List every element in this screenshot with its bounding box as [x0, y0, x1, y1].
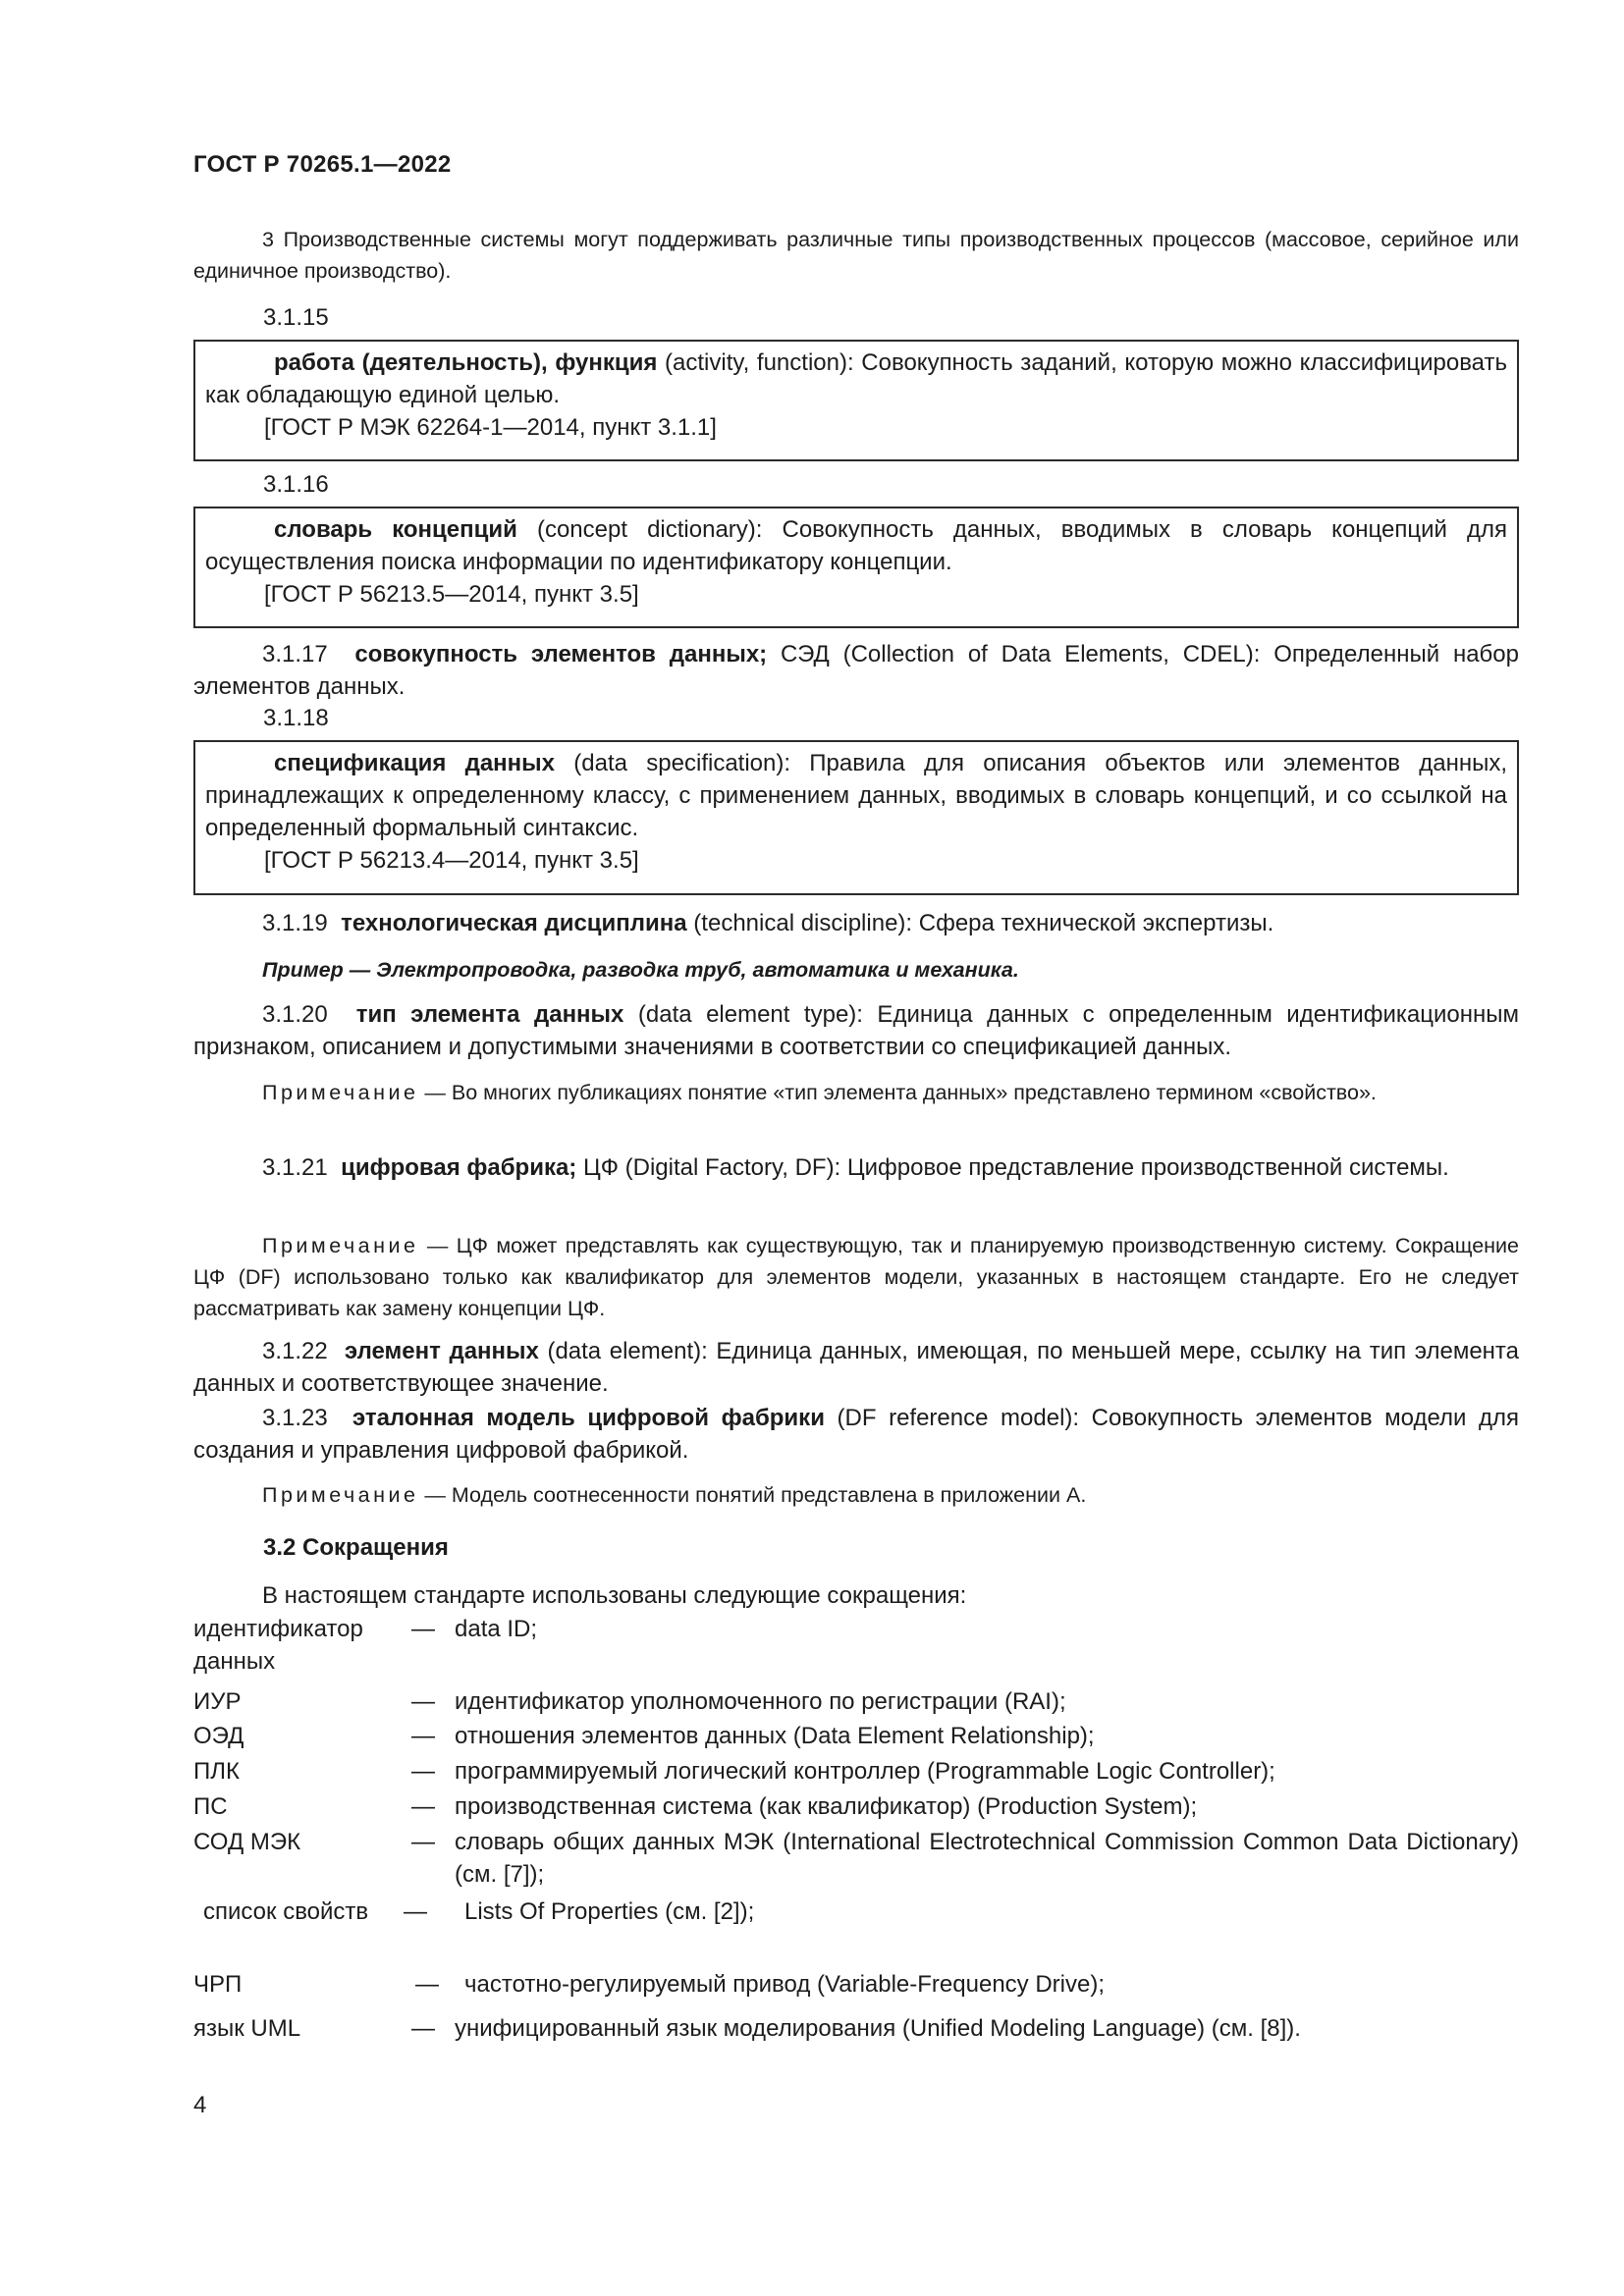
note-label: Примечание	[262, 1483, 419, 1507]
abbreviation-term: язык UML	[193, 2015, 301, 2042]
abbreviation-dash: —	[411, 1829, 435, 1855]
abbreviation-term: СОД МЭК	[193, 1829, 301, 1855]
term-3-1-22	[193, 1335, 1519, 1400]
intro-note: 3 Производственные системы могут поддерживать различные типы производственных процессов (массовое, серийное или единичное производство).	[193, 228, 1519, 283]
abbreviation-definition: идентификатор уполномоченного по регистрации (RAI);	[455, 1688, 1066, 1715]
clause-number: 3.1.19	[262, 910, 328, 936]
term-title: спецификация данных	[274, 750, 556, 776]
page-number: 4	[193, 2092, 207, 2118]
abbreviation-dash: —	[411, 1616, 435, 1642]
abbreviation-dash: —	[411, 1758, 435, 1785]
abbreviation-term: ОЭД	[193, 1723, 244, 1749]
term-title: цифровая фабрика;	[341, 1154, 577, 1181]
abbreviation-dash: —	[404, 1898, 427, 1925]
clause-number-3-1-16: 3.1.16	[263, 471, 329, 498]
term-text: (DF reference model): Совокупность элементов модели для создания и управления цифровой фабрикой.	[193, 1405, 1519, 1464]
note-text: — Во многих публикациях понятие «тип элемента данных» представлено термином «свойство».	[418, 1081, 1377, 1104]
abbreviation-dash: —	[411, 1793, 435, 1820]
abbreviation-dash: —	[411, 2015, 435, 2042]
abbreviation-definition: data ID;	[455, 1616, 538, 1642]
abbreviation-definition: унифицированный язык моделирования (Unified Modeling Language) (см. [8]).	[455, 2015, 1301, 2042]
term-reference: [ГОСТ Р 56213.5—2014, пункт 3.5]	[264, 581, 639, 608]
clause-number: 3.1.20	[262, 1001, 328, 1028]
term-definition	[205, 347, 1507, 411]
abbreviation-term: ПЛК	[193, 1758, 240, 1785]
note-3-1-20	[193, 1077, 1519, 1108]
term-title: технологическая дисциплина	[341, 910, 687, 936]
term-box-3-1-15	[193, 340, 1519, 461]
note-label: Примечание	[262, 1081, 419, 1104]
term-text: ЦФ (Digital Factory, DF): Цифровое представление производственной системы.	[576, 1154, 1449, 1181]
document-header-code: ГОСТ Р 70265.1—2022	[193, 151, 452, 178]
term-title: словарь концепций	[274, 516, 517, 543]
note-3-1-21	[193, 1230, 1519, 1324]
term-text: СЭД (Collection of Data Elements, CDEL): Определенный набор элементов данных.	[193, 641, 1519, 700]
example-3-1-19: Пример — Электропроводка, разводка труб, автоматика и механика.	[262, 958, 1019, 982]
term-title: элемент данных	[344, 1338, 539, 1364]
term-title: совокупность элементов данных;	[354, 641, 768, 667]
term-title: тип элемента данных	[355, 1001, 624, 1028]
term-3-1-17	[193, 638, 1519, 703]
note-3-1-23	[193, 1479, 1519, 1511]
term-definition	[205, 513, 1507, 578]
clause-number: 3.1.17	[262, 641, 328, 667]
note-text: — ЦФ может представлять как существующую, так и планируемую производственную систему. Сокращение ЦФ (DF) использовано только как квалификатор для элементов модели, указанных в настоящем стандарте. Его не следует рассматривать как замену концепции ЦФ.	[193, 1234, 1519, 1320]
section-title: 3.2 Сокращения	[263, 1534, 449, 1561]
clause-number-3-1-18: 3.1.18	[263, 705, 329, 731]
abbreviation-dash: —	[415, 1971, 439, 1998]
abbreviation-term: ЧРП	[193, 1971, 243, 1998]
term-text: (activity, function): Совокупность заданий, которую можно классифицировать как обладающую единой целью.	[205, 349, 1507, 408]
abbreviation-term: идентификатор данных	[193, 1616, 363, 1675]
abbreviation-definition: отношения элементов данных (Data Element Relationship);	[455, 1723, 1095, 1749]
abbreviation-definition: производственная система (как квалификатор) (Production System);	[455, 1793, 1198, 1820]
term-definition	[205, 747, 1507, 844]
abbreviation-dash: —	[411, 1688, 435, 1715]
term-text: (data element type): Единица данных с определенным идентификационным признаком, описанием и допустимыми значениями в соответствии со спецификацией данных.	[193, 1001, 1520, 1060]
clause-number: 3.1.21	[262, 1154, 328, 1181]
term-title: работа (деятельность), функция	[274, 349, 658, 376]
term-text: (technical discipline): Сфера технической экспертизы.	[686, 910, 1274, 936]
abbreviation-definition: Lists Of Properties (см. [2]);	[464, 1898, 755, 1925]
term-3-1-19	[193, 907, 1519, 939]
term-box-3-1-18	[193, 740, 1519, 895]
term-title: эталонная модель цифровой фабрики	[352, 1405, 825, 1431]
term-reference: [ГОСТ Р 56213.4—2014, пункт 3.5]	[264, 847, 639, 874]
section-intro: В настоящем стандарте использованы следующие сокращения:	[262, 1582, 967, 1609]
clause-number: 3.1.23	[262, 1405, 328, 1431]
abbreviation-term: ПС	[193, 1793, 228, 1820]
abbreviation-dash: —	[411, 1723, 435, 1749]
term-box-3-1-16	[193, 507, 1519, 628]
abbreviation-definition: словарь общих данных МЭК (International Electrotechnical Commission Common Data Dictionary) (см. [7]);	[455, 1829, 1519, 1888]
clause-number: 3.1.22	[262, 1338, 328, 1364]
term-reference: [ГОСТ Р МЭК 62264-1—2014, пункт 3.1.1]	[264, 414, 717, 441]
note-text: — Модель соотнесенности понятий представлена в приложении А.	[418, 1483, 1087, 1507]
term-3-1-23	[193, 1402, 1519, 1467]
abbreviation-term: ИУР	[193, 1688, 242, 1715]
term-3-1-21	[193, 1151, 1519, 1184]
abbreviation-term: список свойств	[203, 1898, 369, 1925]
term-text: (data element): Единица данных, имеющая, по меньшей мере, ссылку на тип элемента данных и соответствующее значение.	[193, 1338, 1519, 1397]
abbreviation-definition: программируемый логический контроллер (Programmable Logic Controller);	[455, 1758, 1275, 1785]
term-text: (concept dictionary): Совокупность данных, вводимых в словарь концепций для осуществления поиска информации по идентификатору концепции.	[205, 516, 1507, 575]
clause-number-3-1-15: 3.1.15	[263, 304, 329, 331]
abbreviation-definition: частотно-регулируемый привод (Variable-Frequency Drive);	[464, 1971, 1105, 1998]
term-3-1-20	[193, 998, 1519, 1063]
note-label: Примечание	[262, 1234, 419, 1257]
term-text: (data specification): Правила для описания объектов или элементов данных, принадлежащих к определенному классу, с применением данных, вводимых в словарь концепций, и со ссылкой на определенный формальный синтаксис.	[205, 750, 1507, 841]
